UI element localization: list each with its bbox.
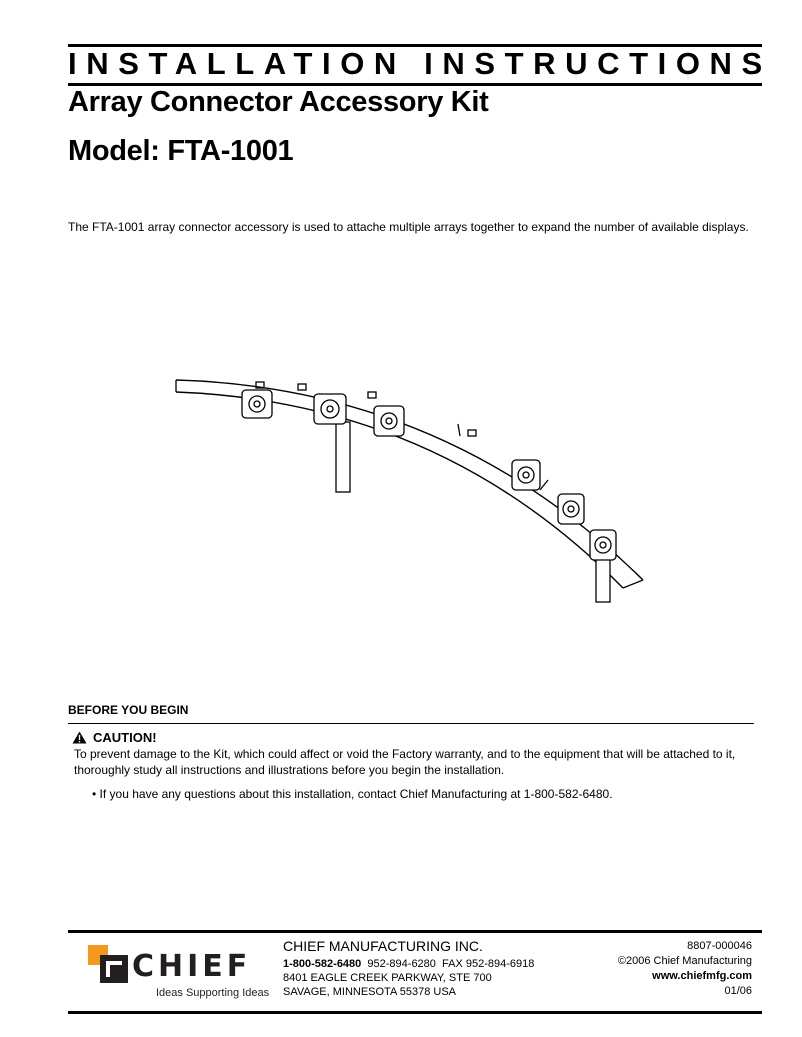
revision-date: 01/06 xyxy=(724,985,752,997)
caution-header xyxy=(72,730,157,745)
footer-bottom-rule xyxy=(68,1011,762,1014)
model-title: Model: FTA-1001 xyxy=(68,135,294,167)
toll-free-phone: 1-800-582-6480 xyxy=(283,958,362,970)
intro-paragraph: The FTA-1001 array connector accessory is used to attache multiple arrays together to expand the number of available displays. xyxy=(68,220,749,234)
website-link[interactable]: www.chiefmfg.com xyxy=(652,970,752,982)
phone-fax: 952-894-6280 FAX 952-894-6918 xyxy=(361,958,535,970)
company-name: CHIEF MANUFACTURING INC. xyxy=(283,938,483,954)
address-line-1: 8401 EAGLE CREEK PARKWAY, STE 700 xyxy=(283,972,492,984)
product-illustration xyxy=(168,370,668,610)
caution-text: To prevent damage to the Kit, which could affect or void the Factory warranty, and to the equipment that will be attached to it, thoroughly study all instructions and illustrations before you begin the installation. xyxy=(74,747,736,777)
page-title: Array Connector Accessory Kit xyxy=(68,86,489,118)
footer-top-rule xyxy=(68,930,762,933)
contact-line xyxy=(283,957,534,972)
caution-label: CAUTION! xyxy=(93,730,157,745)
warning-icon xyxy=(72,731,87,744)
logo-wordmark: CHIEF xyxy=(132,949,252,984)
instructions-banner: INSTALLATION INSTRUCTIONS xyxy=(68,46,772,81)
copyright: ©2006 Chief Manufacturing xyxy=(617,955,752,967)
contact-bullet: • If you have any questions about this installation, contact Chief Manufacturing at 1-800-582-6480. xyxy=(92,787,613,801)
logo-tagline: Ideas Supporting Ideas xyxy=(156,987,270,999)
before-you-begin-heading: BEFORE YOU BEGIN xyxy=(68,703,189,717)
address-line-2: SAVAGE, MINNESOTA 55378 USA xyxy=(283,986,457,998)
section-rule xyxy=(68,723,754,724)
part-number: 8807-000046 xyxy=(687,940,752,952)
chief-logo xyxy=(88,943,268,1003)
